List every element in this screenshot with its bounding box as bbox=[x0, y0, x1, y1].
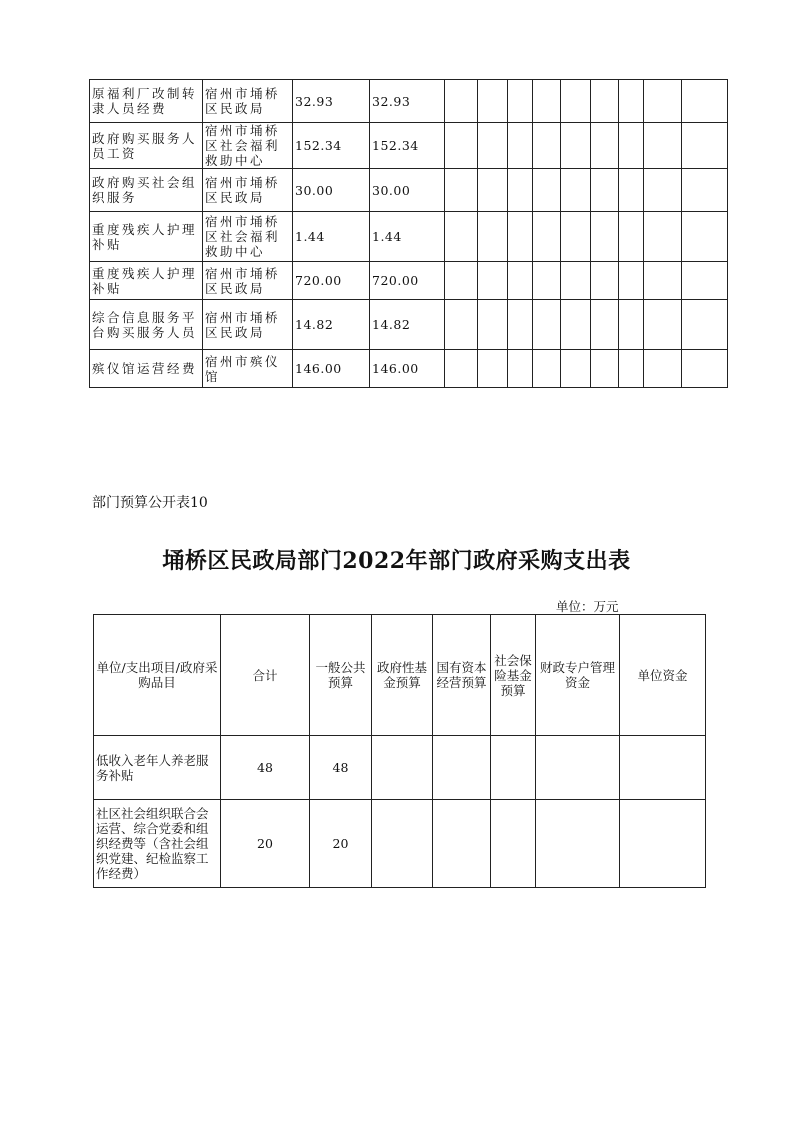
header-state-capital: 国有资本经营预算 bbox=[433, 615, 491, 736]
total-value: 720.00 bbox=[293, 262, 370, 300]
table-row bbox=[90, 212, 728, 262]
item-name: 殡仪馆运营经费 bbox=[90, 350, 203, 388]
total-value: 152.34 bbox=[293, 123, 370, 169]
general-budget-value: 1.44 bbox=[370, 212, 445, 262]
total-value: 1.44 bbox=[293, 212, 370, 262]
table-row bbox=[94, 736, 706, 800]
total-value: 48 bbox=[221, 736, 310, 800]
general-budget-value: 146.00 bbox=[370, 350, 445, 388]
unit-name: 宿州市埇桥区民政局 bbox=[203, 262, 293, 300]
table-row bbox=[94, 800, 706, 888]
item-name: 政府购买服务人员工资 bbox=[90, 123, 203, 169]
header-item: 单位/支出项目/政府采购品目 bbox=[94, 615, 221, 736]
item-name: 综合信息服务平台购买服务人员 bbox=[90, 300, 203, 350]
table-row bbox=[90, 169, 728, 212]
general-budget-value: 720.00 bbox=[370, 262, 445, 300]
header-total: 合计 bbox=[221, 615, 310, 736]
table-row bbox=[90, 123, 728, 169]
unit-name: 宿州市殡仪馆 bbox=[203, 350, 293, 388]
procurement-expenditure-table bbox=[93, 614, 706, 888]
item-name: 低收入老年人养老服务补贴 bbox=[94, 736, 221, 800]
table-row bbox=[90, 350, 728, 388]
table-row bbox=[90, 80, 728, 123]
general-budget-value: 20 bbox=[310, 800, 372, 888]
unit-name: 宿州市埇桥区社会福利救助中心 bbox=[203, 212, 293, 262]
general-budget-value: 30.00 bbox=[370, 169, 445, 212]
item-name: 政府购买社会组织服务 bbox=[90, 169, 203, 212]
header-social-insurance: 社会保险基金预算 bbox=[491, 615, 536, 736]
item-name: 社区社会组织联合会运营、综合党委和组织经费等（含社会组织党建、纪检监察工作经费） bbox=[94, 800, 221, 888]
total-value: 146.00 bbox=[293, 350, 370, 388]
total-value: 30.00 bbox=[293, 169, 370, 212]
header-unit-funds: 单位资金 bbox=[620, 615, 706, 736]
total-value: 14.82 bbox=[293, 300, 370, 350]
general-budget-value: 48 bbox=[310, 736, 372, 800]
general-budget-value: 32.93 bbox=[370, 80, 445, 123]
header-special-account: 财政专户管理资金 bbox=[536, 615, 620, 736]
table-row bbox=[90, 300, 728, 350]
unit-name: 宿州市埇桥区民政局 bbox=[203, 169, 293, 212]
continued-expenditure-table bbox=[89, 79, 728, 388]
header-general-budget: 一般公共预算 bbox=[310, 615, 372, 736]
table-row bbox=[90, 262, 728, 300]
item-name: 原福利厂改制转隶人员经费 bbox=[90, 80, 203, 123]
header-government-fund: 政府性基金预算 bbox=[372, 615, 433, 736]
unit-name: 宿州市埇桥区民政局 bbox=[203, 80, 293, 123]
page-title: 埇桥区民政局部门2022年部门政府采购支出表 bbox=[162, 548, 631, 574]
general-budget-value: 152.34 bbox=[370, 123, 445, 169]
table-header-row bbox=[94, 615, 706, 736]
unit-note: 单位：万元 bbox=[556, 599, 619, 614]
total-value: 20 bbox=[221, 800, 310, 888]
general-budget-value: 14.82 bbox=[370, 300, 445, 350]
item-name: 重度残疾人护理补贴 bbox=[90, 262, 203, 300]
unit-name: 宿州市埇桥区社会福利救助中心 bbox=[203, 123, 293, 169]
unit-name: 宿州市埇桥区民政局 bbox=[203, 300, 293, 350]
total-value: 32.93 bbox=[293, 80, 370, 123]
table-caption: 部门预算公开表10 bbox=[92, 495, 208, 511]
item-name: 重度残疾人护理补贴 bbox=[90, 212, 203, 262]
